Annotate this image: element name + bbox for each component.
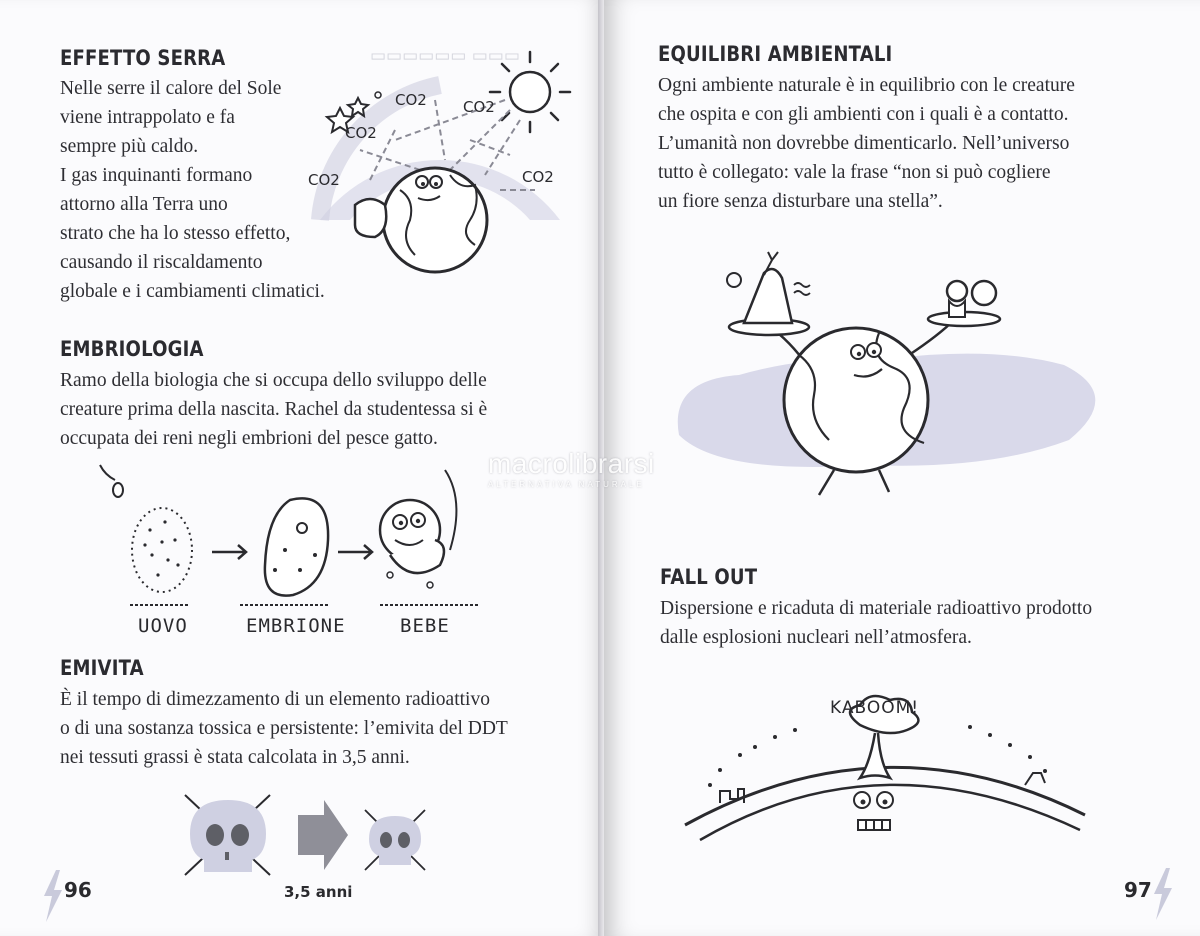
text-line: tutto è collegato: vale la frase “non si può cogliere [658, 162, 1051, 183]
text-line: che ospita e con gli ambienti con i quali è a contatto. [658, 104, 1069, 125]
text-line: Ramo della biologia che si occupa dello sviluppo delle [60, 370, 487, 391]
text-line: attorno alla Terra uno [60, 194, 228, 215]
text-line: creature prima della nascita. Rachel da studentessa si è [60, 399, 488, 420]
egg-icon [130, 508, 192, 605]
text-line: L’umanità non dovrebbe dimenticarlo. Nell’universo [658, 133, 1070, 154]
right-page [604, 0, 1200, 936]
section-title-emivita: EMIVITA [60, 656, 144, 680]
skull-small-icon [365, 810, 425, 870]
co2-label: CO2 [395, 91, 427, 109]
embryo-development-illustration [90, 460, 490, 620]
text-line: sempre più caldo. [60, 136, 199, 157]
sun-icon [490, 52, 570, 132]
explosion-label: KABOOM! [830, 698, 920, 718]
section-body-fall-out [660, 594, 1092, 652]
lightning-icon [1152, 868, 1174, 920]
section-body-effetto-serra [60, 74, 325, 306]
sun-icon [727, 273, 741, 287]
text-line: strato che ha lo stesso effetto, [60, 223, 291, 244]
text-line: occupata dei reni negli embrioni del pesce gatto. [60, 428, 438, 449]
halflife-illustration [180, 790, 440, 880]
arrow-right-icon [298, 800, 348, 870]
watermark-brand: macrolibrarsi [488, 448, 655, 479]
text-line: Dispersione e ricaduta di materiale radioattivo prodotto [660, 598, 1093, 619]
text-line: nei tessuti grassi è stata calcolata in 3,5 anni. [60, 747, 410, 768]
greenhouse-illustration [300, 40, 590, 280]
section-title-embriologia: EMBRIOLOGIA [60, 337, 204, 361]
text-line: o di una sostanza tossica e persistente: l’emivita del DDT [60, 718, 508, 739]
co2-label: CO2 [522, 168, 554, 186]
text-line: viene intrappolato e fa [60, 107, 235, 128]
co2-label: CO2 [463, 98, 495, 116]
section-body-equilibri-ambientali [658, 71, 1075, 216]
text-line: Ogni ambiente naturale è in equilibrio con le creature [658, 75, 1075, 96]
baby-fish-icon [380, 470, 480, 605]
embryo-icon [240, 498, 330, 605]
section-title-effetto-serra: EFFETTO SERRA [60, 46, 226, 70]
halflife-caption: 3,5 anni [284, 883, 353, 901]
embryo-stage-label: UOVO [138, 615, 188, 637]
text-line: globale e i cambiamenti climatici. [60, 281, 325, 302]
text-line: Nelle serre il calore del Sole [60, 78, 282, 99]
section-body-emivita [60, 685, 508, 772]
arrow-icon [338, 545, 372, 559]
co2-label: CO2 [345, 124, 377, 142]
text-line: un fiore senza disturbare una stella”. [658, 191, 943, 212]
watermark [488, 448, 655, 489]
earth-character-icon [784, 328, 928, 495]
lightning-icon [42, 870, 64, 922]
sperm-icon [100, 465, 123, 497]
section-body-embriologia [60, 366, 487, 453]
balance-earth-illustration [674, 235, 1114, 505]
page-number: 96 [64, 878, 92, 902]
text-line: È il tempo di dimezzamento di un elemento radioattivo [60, 689, 490, 710]
section-title-equilibri-ambientali: EQUILIBRI AMBIENTALI [658, 42, 893, 66]
watermark-tagline: ALTERNATIVA NATURALE [488, 480, 645, 489]
section-title-fall-out: FALL OUT [660, 565, 758, 589]
page-number: 97 [1124, 878, 1152, 902]
embryo-stage-label: EMBRIONE [246, 615, 346, 637]
skull-icon [185, 795, 270, 875]
co2-label: CO2 [308, 171, 340, 189]
show-through-text: ▭▭▭ ▭▭▭▭▭▭ [370, 46, 520, 66]
text-line: causando il riscaldamento [60, 252, 263, 273]
arrow-icon [212, 545, 246, 559]
text-line: I gas inquinanti formano [60, 165, 253, 186]
embryo-stage-label: BEBE [400, 615, 450, 637]
text-line: dalle esplosioni nucleari nell’atmosfera. [660, 627, 972, 648]
fallout-illustration [680, 685, 1100, 845]
